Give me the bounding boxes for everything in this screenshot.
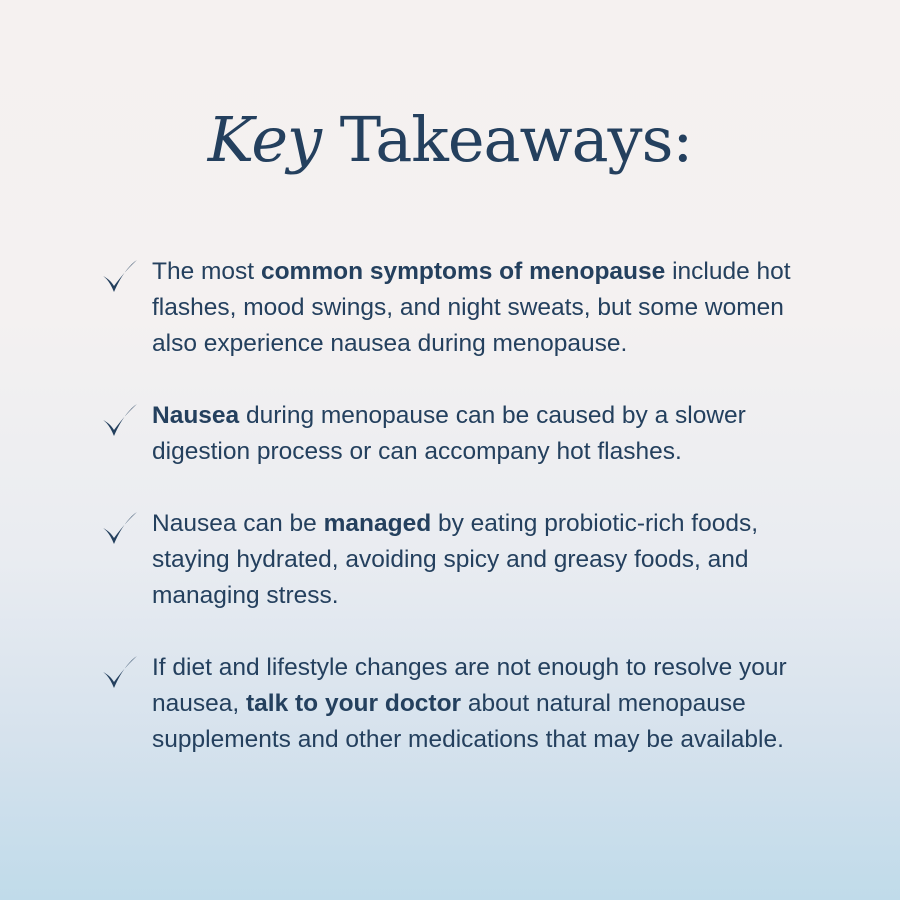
takeaway-text [152, 650, 820, 758]
takeaway-text-before: If diet and lifestyle changes are not enough to resolve your nausea, [152, 654, 787, 717]
takeaway-text-after: include hot flashes, mood swings, and night sweats, but some women also experience nausea during menopause. [152, 258, 791, 357]
takeaway-text-bold: common symptoms of menopause [260, 258, 666, 285]
takeaway-item [100, 650, 820, 758]
takeaway-text-bold: talk to your doctor [246, 690, 462, 717]
page-title [0, 100, 900, 180]
takeaway-text-after: about natural menopause supplements and other medications that may be available. [152, 690, 784, 753]
title-italic-word: Key [207, 103, 322, 176]
checkmark-icon [100, 508, 140, 548]
checkmark-icon [100, 652, 140, 692]
checkmark-icon [100, 400, 140, 440]
takeaway-text [152, 254, 820, 362]
takeaways-list [100, 254, 820, 794]
takeaway-text-before: The most [152, 258, 261, 285]
takeaway-item [100, 506, 820, 614]
takeaway-text-bold: Nausea [152, 402, 240, 429]
takeaway-text [152, 506, 820, 614]
takeaway-item [100, 398, 820, 470]
checkmark-icon [100, 256, 140, 296]
takeaway-text-bold: managed [323, 510, 432, 537]
title-rest: Takeaways: [321, 103, 693, 176]
takeaway-text-after: by eating probiotic-rich foods, staying hydrated, avoiding spicy and greasy foods, and managing stress. [152, 510, 759, 609]
takeaway-text-before: Nausea can be [152, 510, 324, 537]
takeaway-item [100, 254, 820, 362]
takeaway-text [152, 398, 820, 470]
takeaway-text-after: during menopause can be caused by a slower digestion process or can accompany hot flashes. [152, 402, 746, 465]
